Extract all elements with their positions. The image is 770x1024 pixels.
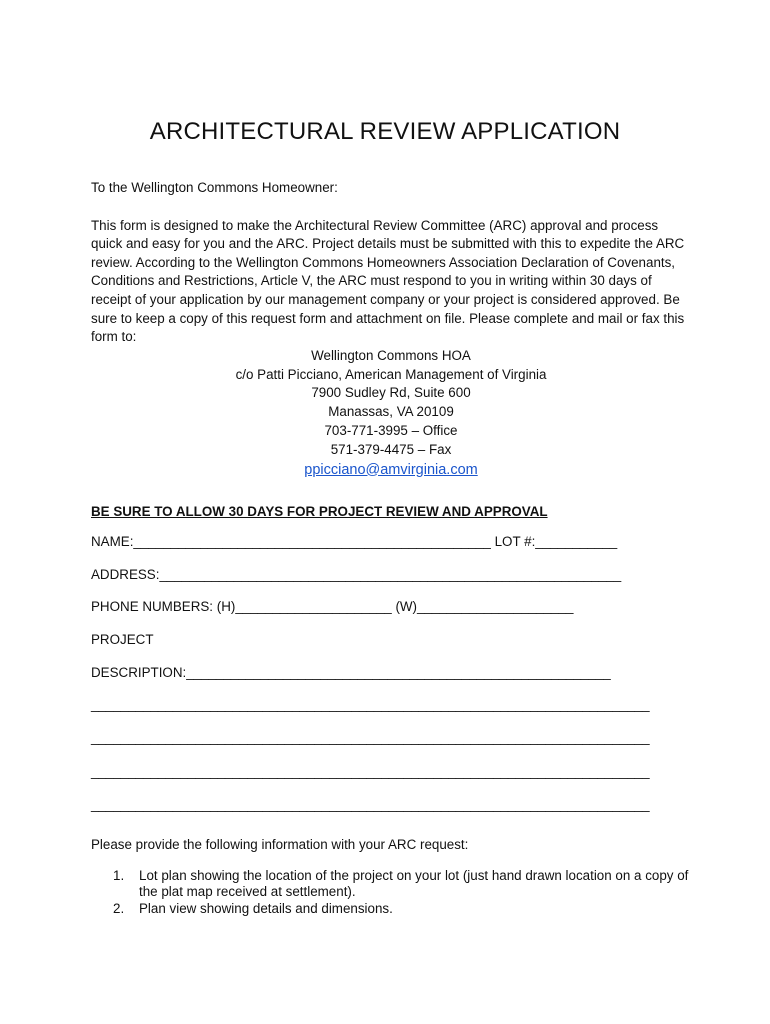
- mailing-address: [91, 347, 691, 480]
- address-office-phone: 703-771-3995 – Office: [324, 422, 458, 438]
- name-lot-field[interactable]: NAME:________________________________________________ LOT #:___________: [91, 534, 618, 550]
- address-org: Wellington Commons HOA: [311, 347, 471, 363]
- address-fax: 571-379-4475 – Fax: [330, 441, 452, 457]
- description-line-1[interactable]: ___________________________________________________________________________: [91, 697, 650, 713]
- description-line-3[interactable]: ___________________________________________________________________________: [91, 763, 650, 779]
- provide-info-heading: Please provide the following information with your ARC request:: [91, 836, 469, 852]
- address-field[interactable]: ADDRESS:______________________________________________________________: [91, 566, 622, 582]
- email-link[interactable]: ppicciano@amvirginia.com: [304, 461, 478, 478]
- address-street: 7900 Sudley Rd, Suite 600: [311, 385, 471, 401]
- requirements-list: [91, 868, 691, 917]
- list-item-number: 1.: [113, 868, 125, 884]
- description-line-4[interactable]: ___________________________________________________________________________: [91, 797, 650, 813]
- greeting: To the Wellington Commons Homeowner:: [91, 180, 338, 195]
- page-title: ARCHITECTURAL REVIEW APPLICATION: [149, 118, 621, 145]
- intro-paragraph: This form is designed to make the Architectural Review Committee (ARC) approval and process quick and easy for you and the ARC. Project details must be submitted with this to expedite the ARC review. According to the Wellington Commons Homeowners Association Declaration of Covenants, Conditions and Restrictions, Article V, the ARC must respond to you in writing within 30 days of receipt of your application by our management company or your project is considered approved. Be sure to keep a copy of this request form and attachment on file. Please complete and mail or fax this form to:: [91, 217, 685, 345]
- phone-numbers-field[interactable]: PHONE NUMBERS: (H)_____________________ (W)_____________________: [91, 599, 574, 615]
- list-item-text: Lot plan showing the location of the project on your lot (just hand drawn location on a copy of the plat map received at settlement).: [139, 868, 689, 900]
- list-item-text: Plan view showing details and dimensions.: [139, 901, 393, 917]
- description-line-2[interactable]: ___________________________________________________________________________: [91, 730, 650, 746]
- description-field[interactable]: DESCRIPTION:_________________________________________________________: [91, 664, 611, 680]
- address-city: Manassas, VA 20109: [328, 404, 454, 420]
- list-item: [91, 868, 691, 900]
- project-label: PROJECT: [91, 631, 154, 647]
- list-item: [91, 901, 691, 917]
- list-item-number: 2.: [113, 901, 125, 917]
- review-notice: BE SURE TO ALLOW 30 DAYS FOR PROJECT REVIEW AND APPROVAL: [91, 503, 548, 519]
- document-body: [91, 179, 691, 918]
- address-care-of: c/o Patti Picciano, American Management of Virginia: [235, 366, 547, 382]
